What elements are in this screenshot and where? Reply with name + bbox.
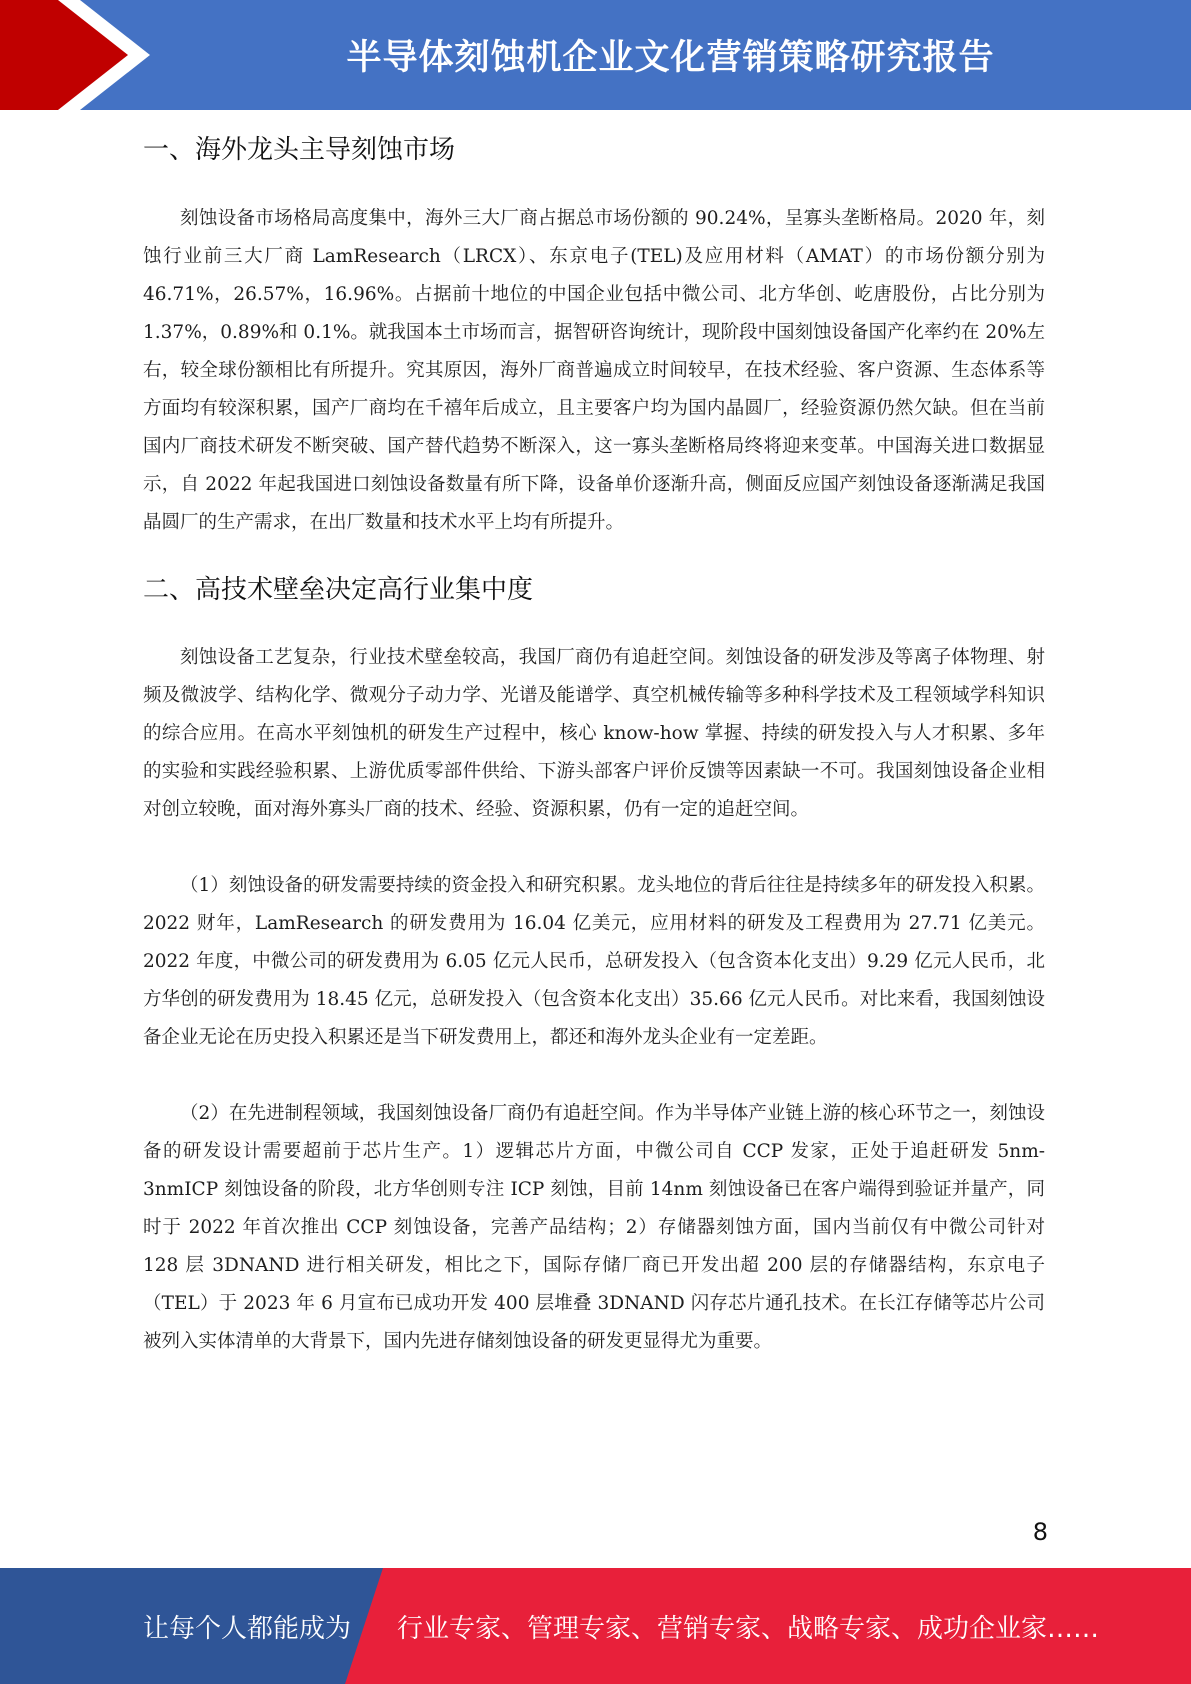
body-paragraph: （2）在先进制程领域，我国刻蚀设备厂商仍有追赶空间。作为半导体产业链上游的核心环节之一，刻蚀设备的研发设计需要超前于芯片生产。1）逻辑芯片方面，中微公司自 CCP 发家，正处于追赶研发 5nm-3nmICP 刻蚀设备的阶段，北方华创则专注 ICP 刻蚀，目前 14nm 刻蚀设备已在客户端得到验证并量产，同时于 2022 年首次推出 CCP 刻蚀设备，完善产品结构；2）存储器刻蚀方面，国内当前仅有中微公司针对 128 层 3DNAND 进行相关研发，相比之下，国际存储厂商已开发出超 200 层的存储器结构，东京电子（TEL）于 2023 年 6 月宣布已成功开发 400 层堆叠 3DNAND 闪存芯片通孔技术。在长江存储等芯片公司被列入实体清单的大背景下，国内先进存储刻蚀设备的研发更显得尤为重要。: [143, 1103, 1045, 1352]
body-paragraph: 刻蚀设备工艺复杂，行业技术壁垒较高，我国厂商仍有追赶空间。刻蚀设备的研发涉及等离子体物理、射频及微波学、结构化学、微观分子动力学、光谱及能谱学、真空机械传输等多种科学技术及工程领域学科知识的综合应用。在高水平刻蚀机的研发生产过程中，核心 know-how 掌握、持续的研发投入与人才积累、多年的实验和实践经验积累、上游优质零部件供给、下游头部客户评价反馈等因素缺一不可。我国刻蚀设备企业相对创立较晚，面对海外寡头厂商的技术、经验、资源积累，仍有一定的追赶空间。: [143, 647, 1045, 820]
section-heading: 一、海外龙头主导刻蚀市场: [143, 135, 456, 165]
document-body: [143, 128, 1045, 1361]
body-paragraph: （1）刻蚀设备的研发需要持续的资金投入和研究积累。龙头地位的背后往往是持续多年的研发投入积累。2022 财年，LamResearch 的研发费用为 16.04 亿美元，应用材料的研发及工程费用为 27.71 亿美元。2022 年度，中微公司的研发费用为 6.05 亿元人民币，总研发投入（包含资本化支出）9.29 亿元人民币，北方华创的研发费用为 18.45 亿元，总研发投入（包含资本化支出）35.66 亿元人民币。对比来看，我国刻蚀设备企业无论在历史投入积累还是当下研发费用上，都还和海外龙头企业有一定差距。: [143, 875, 1045, 1048]
section-heading: 二、高技术壁垒决定高行业集中度: [143, 575, 534, 605]
page-header: [0, 0, 1191, 110]
page-number: 8: [1032, 1518, 1048, 1546]
page-footer: [0, 1568, 1191, 1684]
document-title: 半导体刻蚀机企业文化营销策略研究报告: [346, 38, 995, 78]
footer-slogan-left: 让每个人都能成为: [143, 1613, 352, 1644]
footer-slogan-right: 行业专家、管理专家、营销专家、战略专家、成功企业家……: [397, 1613, 1100, 1644]
body-paragraph: 刻蚀设备市场格局高度集中，海外三大厂商占据总市场份额的 90.24%，呈寡头垄断格局。2020 年，刻蚀行业前三大厂商 LamResearch（LRCX）、东京电子(TEL)及应用材料（AMAT）的市场份额分别为 46.71%，26.57%，16.96%。占据前十地位的中国企业包括中微公司、北方华创、屹唐股份，占比分别为 1.37%，0.89%和 0.1%。就我国本土市场而言，据智研咨询统计，现阶段中国刻蚀设备国产化率约在 20%左右，较全球份额相比有所提升。究其原因，海外厂商普遍成立时间较早，在技术经验、客户资源、生态体系等方面均有较深积累，国产厂商均在千禧年后成立，且主要客户均为国内晶圆厂，经验资源仍然欠缺。但在当前国内厂商技术研发不断突破、国产替代趋势不断深入，这一寡头垄断格局终将迎来变革。中国海关进口数据显示，自 2022 年起我国进口刻蚀设备数量有所下降，设备单价逐渐升高，侧面反应国产刻蚀设备逐渐满足我国晶圆厂的生产需求，在出厂数量和技术水平上均有所提升。: [143, 208, 1045, 533]
